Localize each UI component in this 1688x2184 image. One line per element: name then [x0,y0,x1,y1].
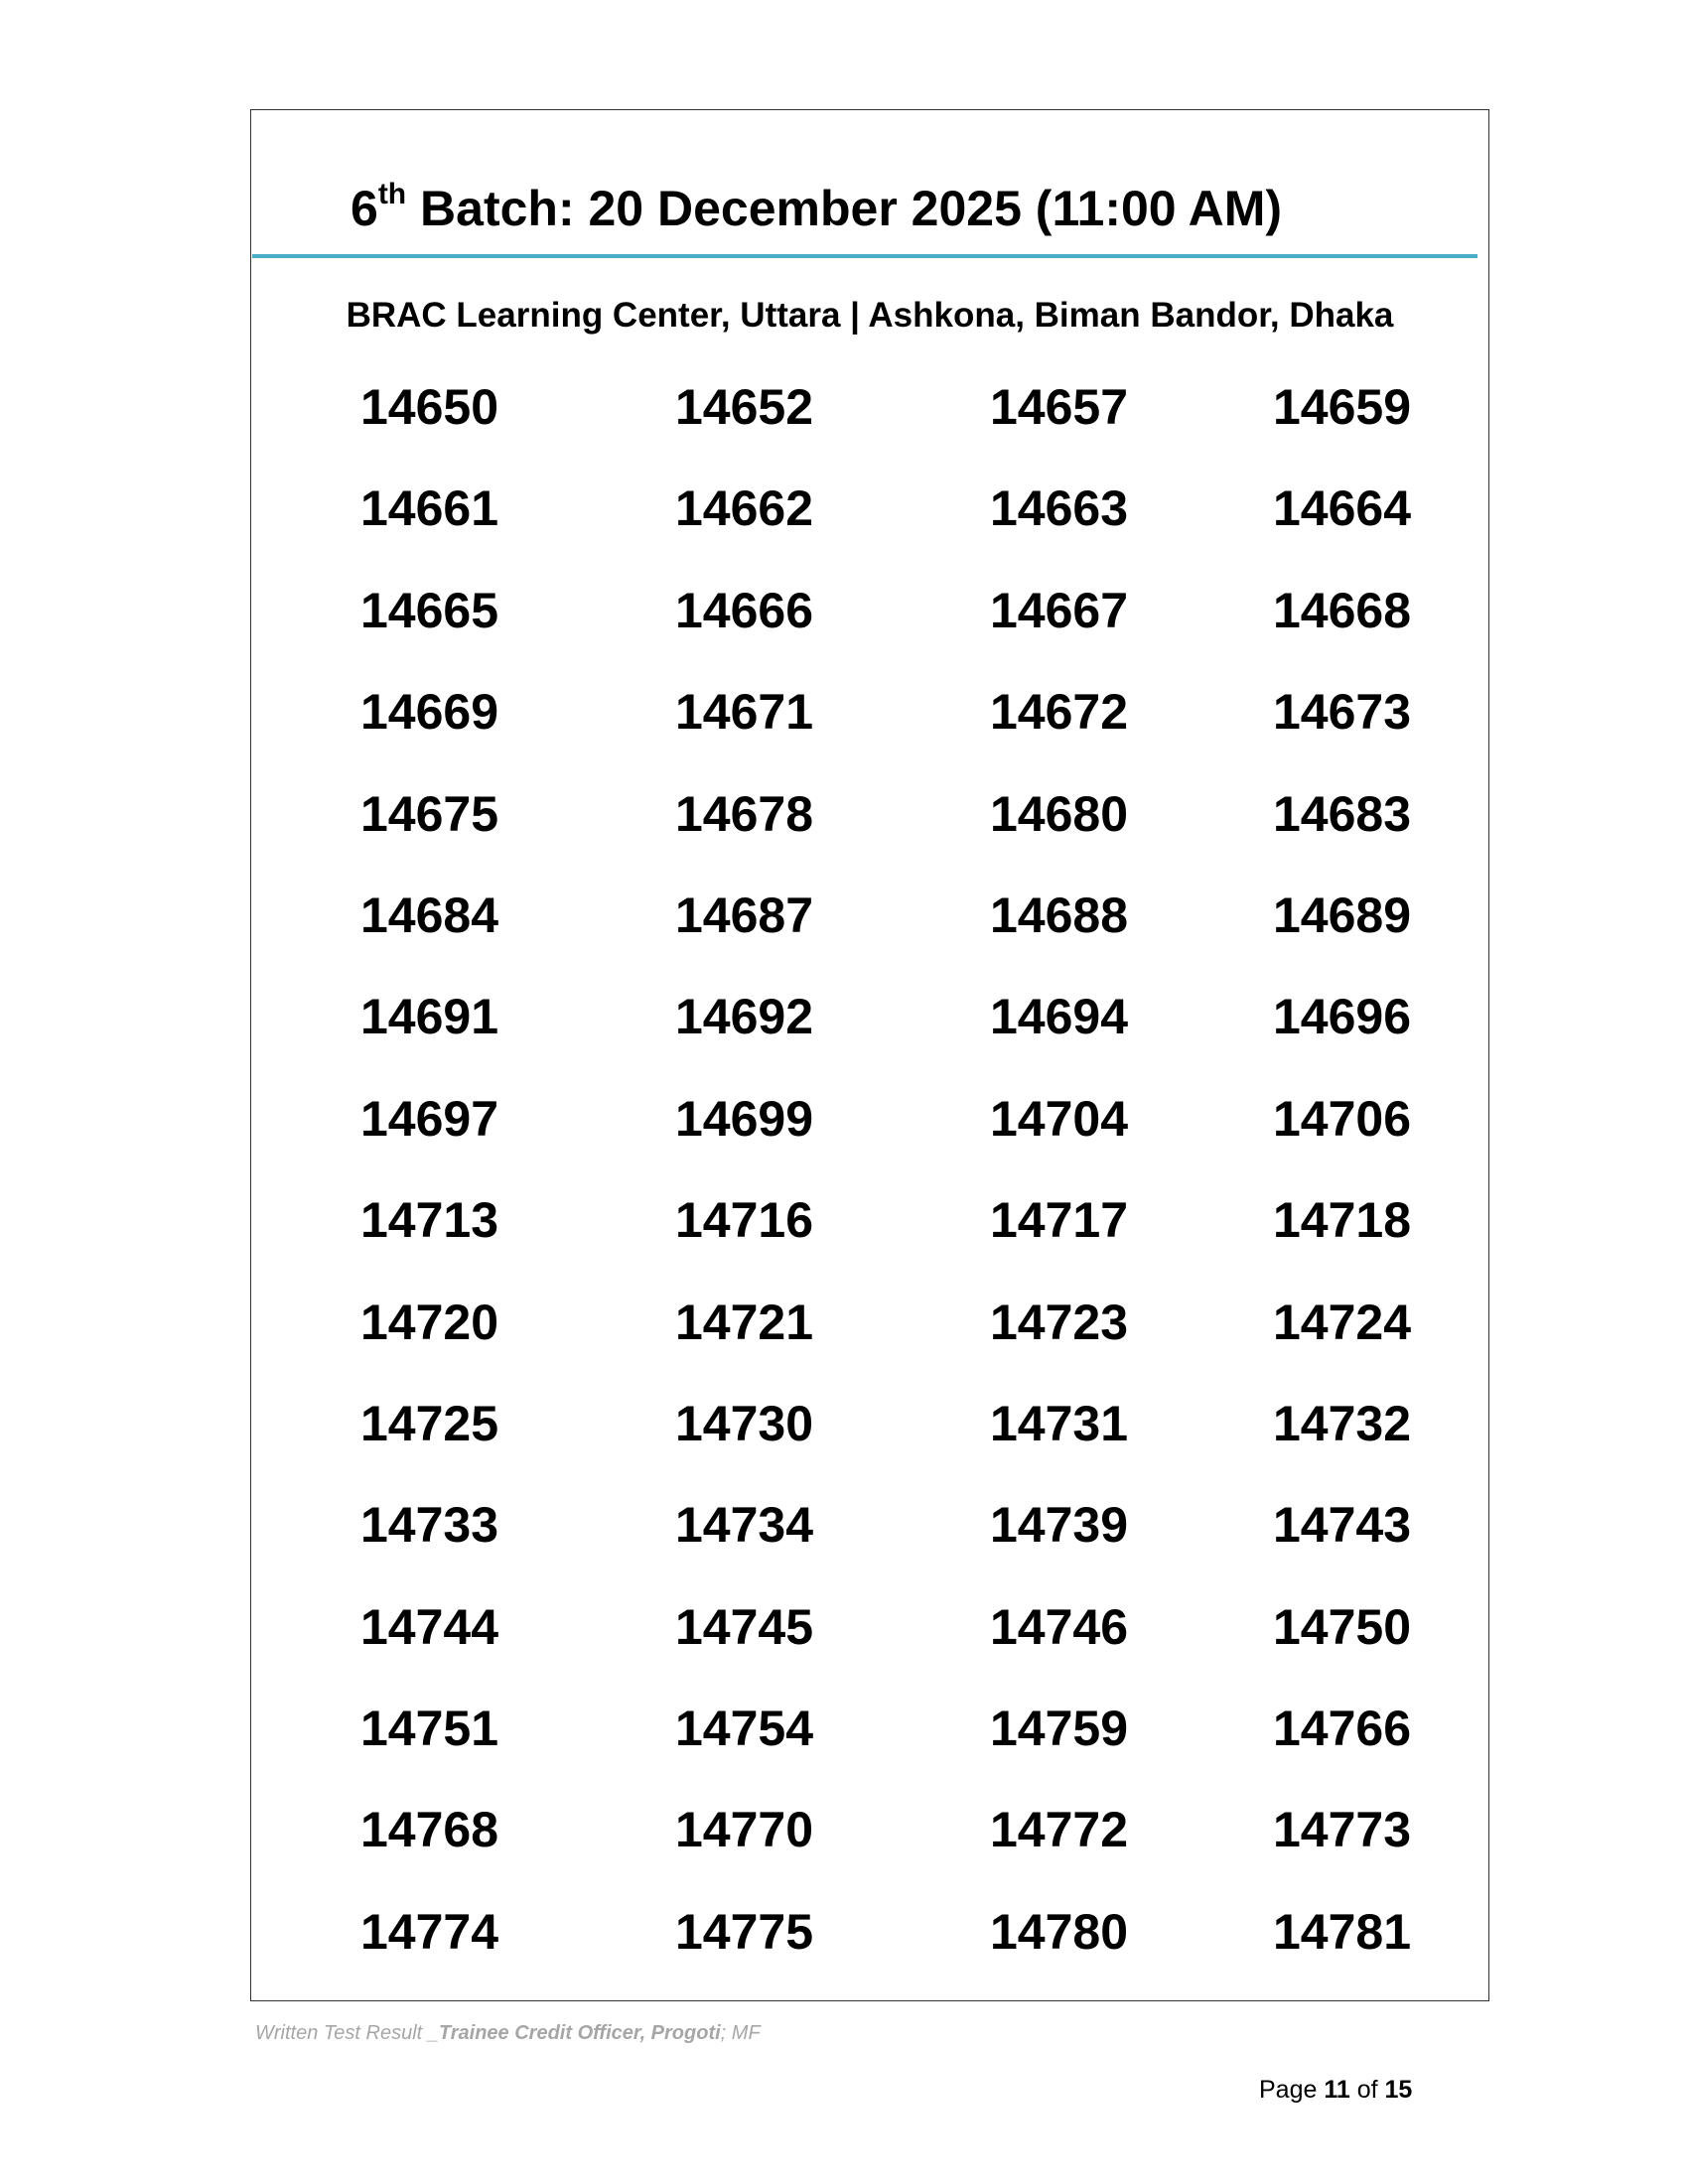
roll-number: 14657 [990,379,1129,435]
page-total: 15 [1384,2076,1413,2104]
roll-number: 14663 [990,480,1129,537]
roll-number: 14671 [675,684,814,741]
roll-number: 14659 [1273,379,1412,435]
roll-number: 14678 [675,785,814,842]
roll-number-row [0,1495,1688,1596]
roll-number: 14744 [360,1598,499,1655]
roll-number: 14673 [1273,684,1412,741]
roll-number: 14734 [675,1497,814,1554]
roll-number-row [0,1089,1688,1190]
roll-number: 14652 [675,379,814,435]
roll-number: 14745 [675,1598,814,1655]
roll-number: 14699 [675,1090,814,1147]
roll-number: 14694 [990,989,1129,1045]
roll-number-row [0,377,1688,478]
venue-line: BRAC Learning Center, Uttara | Ashkona, Biman Bandor, Dhaka [346,296,1394,335]
roll-number: 14730 [675,1395,814,1451]
roll-number: 14772 [990,1802,1129,1858]
roll-number: 14661 [360,480,499,537]
page-of: of [1349,2076,1385,2104]
roll-number-grid [0,377,1688,2003]
roll-number: 14774 [360,1903,499,1960]
batch-title [351,179,1282,238]
title-underline [252,254,1477,258]
roll-number: 14680 [990,785,1129,842]
page-current: 11 [1324,2076,1350,2104]
roll-number: 14687 [675,887,814,943]
roll-number: 14668 [1273,582,1412,638]
roll-number: 14746 [990,1598,1129,1655]
roll-number: 14716 [675,1192,814,1249]
footer-suffix: ; MF [720,2022,761,2044]
roll-number: 14689 [1273,887,1412,943]
roll-number: 14754 [675,1701,814,1757]
roll-number: 14662 [675,480,814,537]
roll-number-row [0,886,1688,987]
roll-number: 14675 [360,785,499,842]
footer-position: Trainee Credit Officer, Progoti [438,2022,721,2044]
roll-number: 14667 [990,582,1129,638]
roll-number: 14780 [990,1903,1129,1960]
roll-number-row [0,1902,1688,2003]
roll-number: 14692 [675,989,814,1045]
roll-number: 14725 [360,1395,499,1451]
roll-number: 14684 [360,887,499,943]
roll-number: 14751 [360,1701,499,1757]
roll-number: 14696 [1273,989,1412,1045]
roll-number: 14669 [360,684,499,741]
batch-title-text: Batch: 20 December 2025 (11:00 AM) [406,181,1283,236]
page-word: Page [1259,2076,1325,2104]
roll-number: 14768 [360,1802,499,1858]
roll-number-row [0,1800,1688,1901]
roll-number: 14731 [990,1395,1129,1451]
roll-number: 14724 [1273,1294,1412,1350]
roll-number: 14697 [360,1090,499,1147]
roll-number-row [0,1293,1688,1394]
roll-number-row [0,478,1688,580]
roll-number: 14733 [360,1497,499,1554]
roll-number: 14775 [675,1903,814,1960]
roll-number-row [0,1394,1688,1495]
roll-number: 14739 [990,1497,1129,1554]
roll-number: 14766 [1273,1701,1412,1757]
roll-number: 14704 [990,1090,1129,1147]
page-number [1259,2075,1412,2105]
batch-ordinal-number: 6 [351,181,378,236]
roll-number: 14720 [360,1294,499,1350]
roll-number: 14691 [360,989,499,1045]
roll-number: 14773 [1273,1802,1412,1858]
roll-number-row [0,682,1688,783]
roll-number: 14666 [675,582,814,638]
roll-number: 14683 [1273,785,1412,842]
roll-number: 14650 [360,379,499,435]
roll-number-row [0,1699,1688,1800]
roll-number: 14721 [675,1294,814,1350]
roll-number: 14781 [1273,1903,1412,1960]
roll-number: 14672 [990,684,1129,741]
roll-number-row [0,1597,1688,1699]
roll-number-row [0,784,1688,886]
roll-number: 14665 [360,582,499,638]
roll-number: 14713 [360,1192,499,1249]
roll-number: 14770 [675,1802,814,1858]
roll-number: 14688 [990,887,1129,943]
roll-number: 14732 [1273,1395,1412,1451]
roll-number: 14750 [1273,1598,1412,1655]
roll-number: 14717 [990,1192,1129,1249]
footer-prefix: Written Test Result _ [255,2022,439,2044]
roll-number-row [0,581,1688,682]
roll-number: 14723 [990,1294,1129,1350]
roll-number: 14743 [1273,1497,1412,1554]
footer-note [255,2021,761,2045]
batch-ordinal-suffix: th [377,178,407,210]
roll-number: 14759 [990,1701,1129,1757]
roll-number: 14718 [1273,1192,1412,1249]
roll-number: 14706 [1273,1090,1412,1147]
roll-number-row [0,987,1688,1088]
roll-number-row [0,1190,1688,1292]
roll-number: 14664 [1273,480,1412,537]
